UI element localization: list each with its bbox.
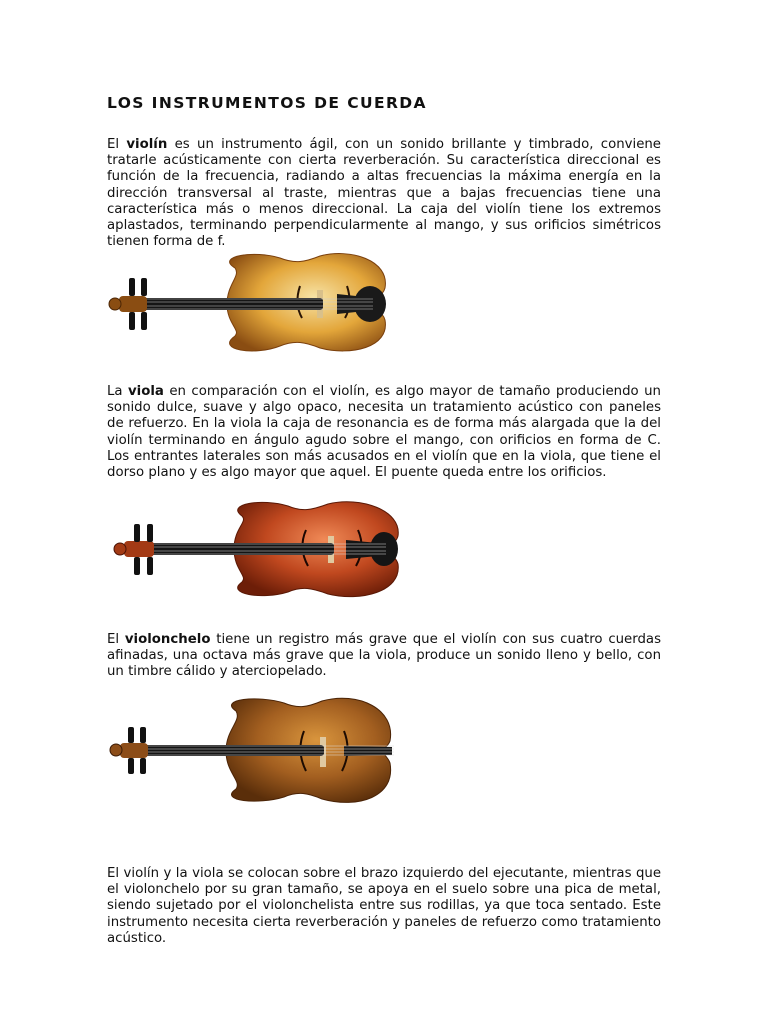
term-cello: violonchelo <box>124 632 211 647</box>
viola-image <box>110 498 406 600</box>
paragraph-text: tiene un registro más grave que el violín con sus cuatro cuerdas afinadas, una octava más grave que la viola, produce un sonido lleno y bello, con un timbre cálido y aterciopelado. <box>107 632 661 680</box>
paragraph-text: en comparación con el violín, es algo mayor de tamaño produciendo un sonido dulce, suave y algo opaco, necesita un tratamiento acústico con paneles de refuerzo. En la viola la caja de resonancia es de forma más alargada que la del violín terminando en ángulo agudo sobre el mango, con orificios en forma de C. Los entrantes laterales son más acusados en el violín que en la viola, que tiene el dorso plano y es algo mayor que aquel. El puente queda entre los orificios. <box>107 384 661 481</box>
violin-image <box>105 248 395 358</box>
paragraph-playing-position <box>107 866 661 947</box>
paragraph-lead: El <box>107 137 127 152</box>
document-title: LOS INSTRUMENTOS DE CUERDA <box>107 94 427 112</box>
term-violin: violín <box>126 137 168 152</box>
term-viola: viola <box>128 384 164 399</box>
paragraph-violin <box>107 137 661 250</box>
paragraph-text: es un instrumento ágil, con un sonido brillante y timbrado, conviene tratarle acústicamente con cierta reverberación. Su característica direccional es función de la frecuencia, radiando a altas frecuencias la máxima energía en la dirección transversal al traste, mientras que a bajas frecuencias tiene una característica más o menos direccional. La caja del violín tiene los extremos aplastados, terminando perpendicularmente al mango, y sus orificios simétricos tienen forma de f. <box>107 137 661 250</box>
paragraph-lead: El <box>107 632 125 647</box>
paragraph-text: El violín y la viola se colocan sobre el brazo izquierdo del ejecutante, mientras que el violonchelo por su gran tamaño, se apoya en el suelo sobre una pica de metal, siendo sujetado por el violonchelista entre sus rodillas, ya que toca sentado. Este instrumento necesita cierta reverberación y paneles de refuerzo como tratamiento acústico. <box>107 866 661 946</box>
cello-image <box>108 697 396 807</box>
paragraph-viola <box>107 384 661 481</box>
paragraph-cello <box>107 632 661 681</box>
paragraph-lead: La <box>107 384 129 399</box>
